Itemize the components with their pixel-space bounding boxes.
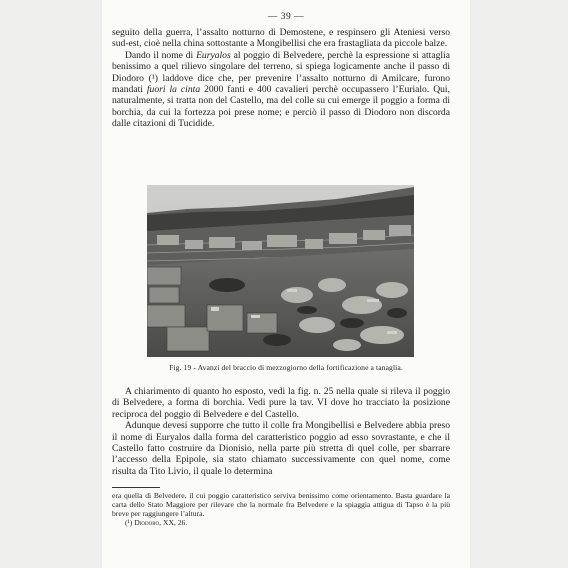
page-number: — 39 —: [267, 12, 305, 22]
paragraph-2-start: Dando il nome di: [125, 49, 197, 61]
fuori-la-cinta-term: fuori la cinta: [146, 84, 201, 96]
footnote-1-reference: , XX, 26.: [159, 518, 188, 527]
footnote-1-author: Diodoro: [134, 518, 160, 527]
ruins-photo-image: [147, 185, 414, 357]
paragraph-1: seguito della guerra, l’assalto notturno di Demostene, e respinsero gli Ateniesi verso sud-est, cioè nella china sottostante a Mongibellisi che era frastagliata da piccole balze.: [112, 27, 450, 50]
footnote-1-mark: (¹): [125, 518, 135, 527]
upper-text-block: [112, 27, 450, 130]
footnote-continuation: era quella di Belvedere, il cui poggio caratteristico serviva benissimo come orientamento. Basta guardare la carta dello Stato Maggiore per rilevare che la normale fra Belvedere e la spiaggia attigua di Tapso è la più breve per raggiungere l’altura.: [112, 491, 450, 518]
paragraph-3: A chiarimento di quanto ho esposto, vedi la fig. n. 25 nella quale si rileva il poggio di Belvedere, a forma di borchia. Vedi pure la tav. VI dove ho tracciato la posizione reciproca del poggio di Belvedere e del Castello.: [112, 386, 450, 420]
euryalos-term: Euryalos: [196, 49, 231, 61]
ruins-photograph: [147, 185, 414, 357]
paragraph-2: [112, 50, 450, 130]
figure-caption: Fig. 19 - Avanzi del braccio di mezzogiorno della fortificazione a tanaglia.: [169, 363, 403, 372]
footnote-separator: [112, 487, 160, 488]
paragraph-2-middle: al poggio di Belvedere, perchè la espressione si attaglia benissimo a quel rilievo singolare del terreno, si spiega logicamente anche il passo di Diodoro (¹) laddove dice che, per prevenire l’assalto notturno di Amilcare, furono mandati: [112, 49, 450, 96]
book-page: [102, 0, 470, 568]
lower-text-block: [112, 386, 450, 477]
paragraph-4: Adunque devesi supporre che tutto il colle fra Mongibellisi e Belvedere abbia preso il nome di Euryalos dalla forma del caratteristico poggio ad esso sovrastante, e che il Castello fatto costruire da Dionisio, nella parte più stretta di quel colle, per sbarrare l’accesso della Epipole, sia stato chiamato successivamente con quel nome, come risulta da Tito Livio, il quale lo determina: [112, 420, 450, 477]
footnote-1: [112, 518, 450, 527]
paragraph-2-end: 2000 fanti e 400 cavalieri perchè occupassero l’Eurialo. Qui, naturalmente, si tratta non del Castello, ma del colle su cui emerge il poggio a forma di borchia, da cui la fortezza poi prese nome; e perciò il passo di Diodoro non discorda dalle citazioni di Tucidide.: [112, 84, 450, 130]
footnotes: [112, 491, 450, 527]
